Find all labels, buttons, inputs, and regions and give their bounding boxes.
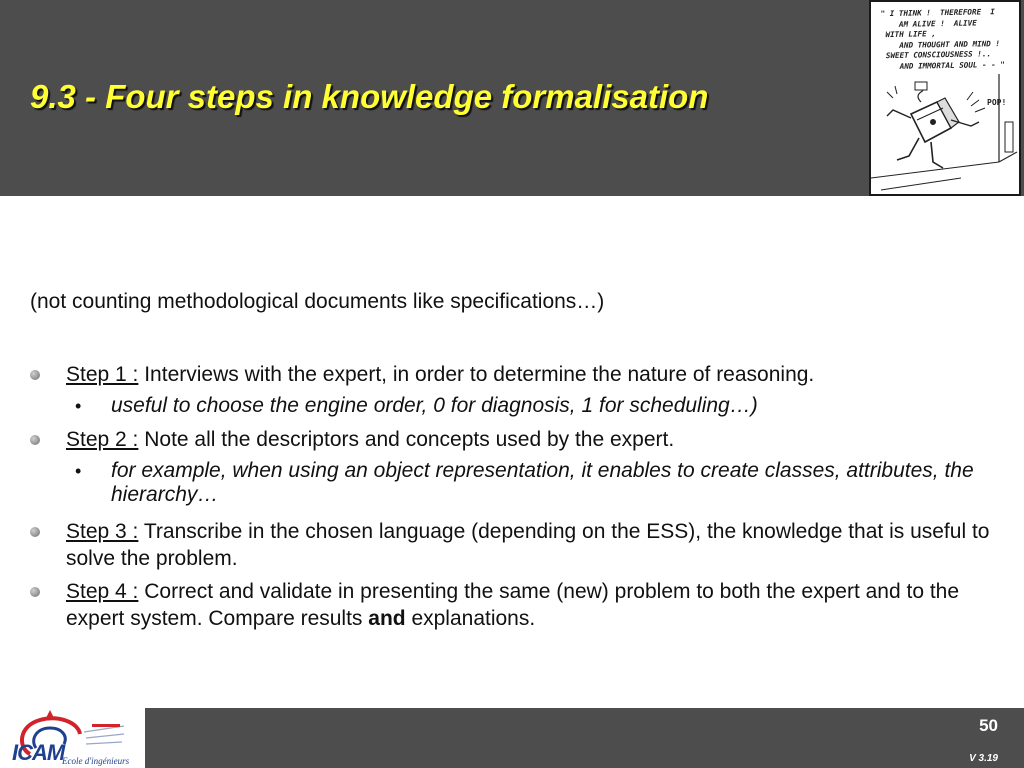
sub-bullet-icon: •: [75, 461, 82, 481]
sub-bullet-icon: •: [75, 396, 82, 416]
cartoon-caption: " I THINK ! THEREFORE I AM ALIVE ! ALIVE WITH LIFE , AND THOUGHT AND MIND ! SWEET CONSCIOUSNESS !.. AND IMMORTAL SOUL - - ": [880, 7, 1005, 71]
cartoon-sound-effect: POP!: [987, 98, 1007, 107]
step-1-label: Step 1 :: [66, 363, 139, 386]
slide-footer: [145, 708, 1024, 768]
bullet-icon: [30, 527, 40, 537]
step-1-text: Interviews with the expert, in order to determine the nature of reasoning.: [138, 363, 815, 386]
step-1-detail-text: useful to choose the engine order, 0 for diagnosis, 1 for scheduling…): [111, 394, 758, 417]
step-1-detail: [66, 394, 990, 418]
bullet-icon: [30, 587, 40, 597]
step-2-detail-text: for example, when using an object representation, it enables to create classes, attributes, the hierarchy…: [111, 459, 974, 506]
step-3-item: [30, 518, 990, 572]
page-number: 50: [979, 716, 998, 735]
step-4-item: [30, 578, 990, 632]
logo-wordmark: ICAM: [12, 740, 65, 765]
icam-logo: [0, 708, 145, 768]
logo-subtitle: Ecole d'ingénieurs: [62, 756, 130, 766]
bullet-icon: [30, 435, 40, 445]
slide-title: 9.3 - Four steps in knowledge formalisation: [30, 78, 709, 115]
step-3-text: Transcribe in the chosen language (depending on the ESS), the knowledge that is useful to solve the problem.: [66, 520, 990, 570]
cartoon-illustration: [869, 0, 1021, 196]
step-2-label: Step 2 :: [66, 428, 139, 451]
step-2-item: [30, 426, 990, 453]
step-4-label: Step 4 :: [66, 580, 139, 603]
robot-drawing-icon: [871, 2, 1019, 194]
intro-note: (not counting methodological documents like specifications…): [30, 290, 605, 313]
step-1-item: [30, 361, 990, 388]
step-4-emphasis: and: [368, 607, 406, 630]
step-3-label: Step 3 :: [66, 520, 139, 543]
bullet-icon: [30, 370, 40, 380]
step-2-detail: [66, 459, 990, 507]
step-2-text: Note all the descriptors and concepts used by the expert.: [138, 428, 675, 451]
step-4-text: Correct and validate in presenting the same (new) problem to both the expert and to the expert system. Compare results: [66, 580, 960, 630]
slide-header: [0, 0, 1024, 196]
step-4-text-end: explanations.: [405, 607, 536, 630]
version-label: V 3.19: [969, 753, 998, 764]
slide-body: [30, 288, 990, 643]
